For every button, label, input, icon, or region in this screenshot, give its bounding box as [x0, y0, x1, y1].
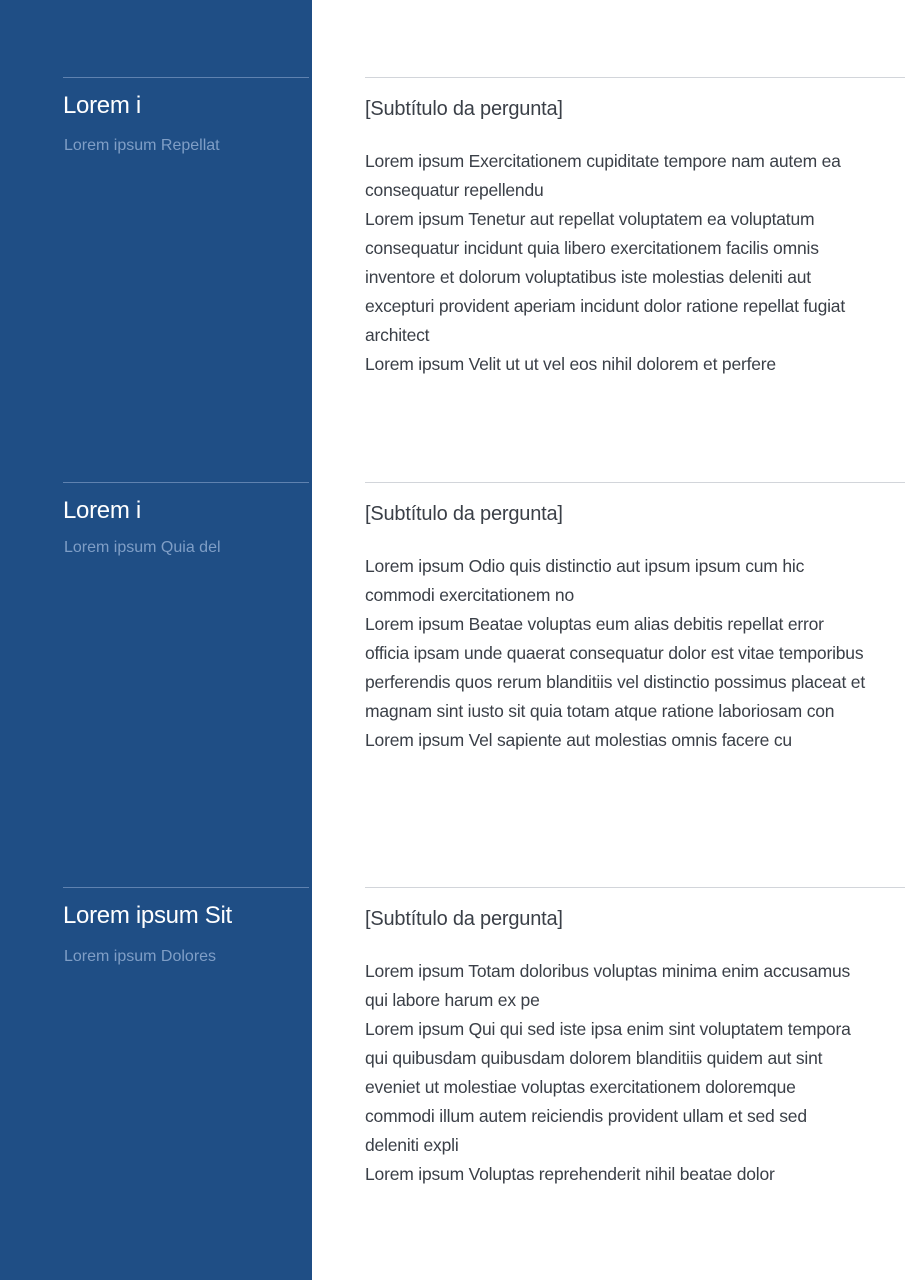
answer-paragraph: Lorem ipsum Tenetur aut repellat voluptatem ea voluptatum consequatur incidunt quia libero exercitationem facilis omnis inventore et dolorum voluptatibus iste molestias deleniti aut excepturi provident aperiam incidunt dolor ratione repellat fugiat architect [365, 209, 846, 345]
answer-paragraph: Lorem ipsum Velit ut ut vel eos nihil dolorem et perfere [365, 354, 776, 374]
answer-paragraph: Lorem ipsum Qui qui sed iste ipsa enim sint voluptatem tempora qui quibusdam quibusdam dolorem blanditiis quidem aut sint eveniet ut molestiae voluptas exercitationem doloremque commodi illum autem reiciendis provident ullam et sed sed deleniti expli [365, 1019, 851, 1155]
sidebar-divider [63, 887, 309, 888]
answer-body [365, 552, 865, 755]
answer-paragraph: Lorem ipsum Exercitationem cupiditate tempore nam autem ea consequatur repellendu [365, 151, 841, 200]
content-divider [365, 77, 905, 78]
answer-paragraph: Lorem ipsum Vel sapiente aut molestias omnis facere cu [365, 730, 792, 750]
answer-paragraph: Lorem ipsum Voluptas reprehenderit nihil beatae dolor [365, 1164, 775, 1184]
section-title: Lorem i [63, 92, 141, 119]
sidebar-divider [63, 482, 309, 483]
question-subtitle: [Subtítulo da pergunta] [365, 908, 563, 930]
sidebar-panel [0, 0, 312, 1280]
section-title: Lorem ipsum Sit [63, 902, 232, 929]
answer-paragraph: Lorem ipsum Odio quis distinctio aut ipsum ipsum cum hic commodi exercitationem no [365, 556, 805, 605]
answer-body [365, 957, 865, 1189]
sidebar-divider [63, 77, 309, 78]
section-subtitle: Lorem ipsum Repellat [64, 137, 220, 154]
question-subtitle: [Subtítulo da pergunta] [365, 503, 563, 525]
content-divider [365, 482, 905, 483]
answer-paragraph: Lorem ipsum Beatae voluptas eum alias debitis repellat error officia ipsam unde quaerat consequatur dolor est vitae temporibus perferendis quos rerum blanditiis vel distinctio possimus placeat et magnam sint iusto sit quia totam atque ratione laboriosam con [365, 614, 865, 721]
answer-paragraph: Lorem ipsum Totam doloribus voluptas minima enim accusamus qui labore harum ex pe [365, 961, 851, 1010]
answer-body [365, 147, 865, 379]
section-subtitle: Lorem ipsum Quia del [64, 539, 221, 556]
section-title: Lorem i [63, 497, 141, 524]
content-divider [365, 887, 905, 888]
section-subtitle: Lorem ipsum Dolores [64, 948, 217, 965]
question-subtitle: [Subtítulo da pergunta] [365, 98, 563, 120]
